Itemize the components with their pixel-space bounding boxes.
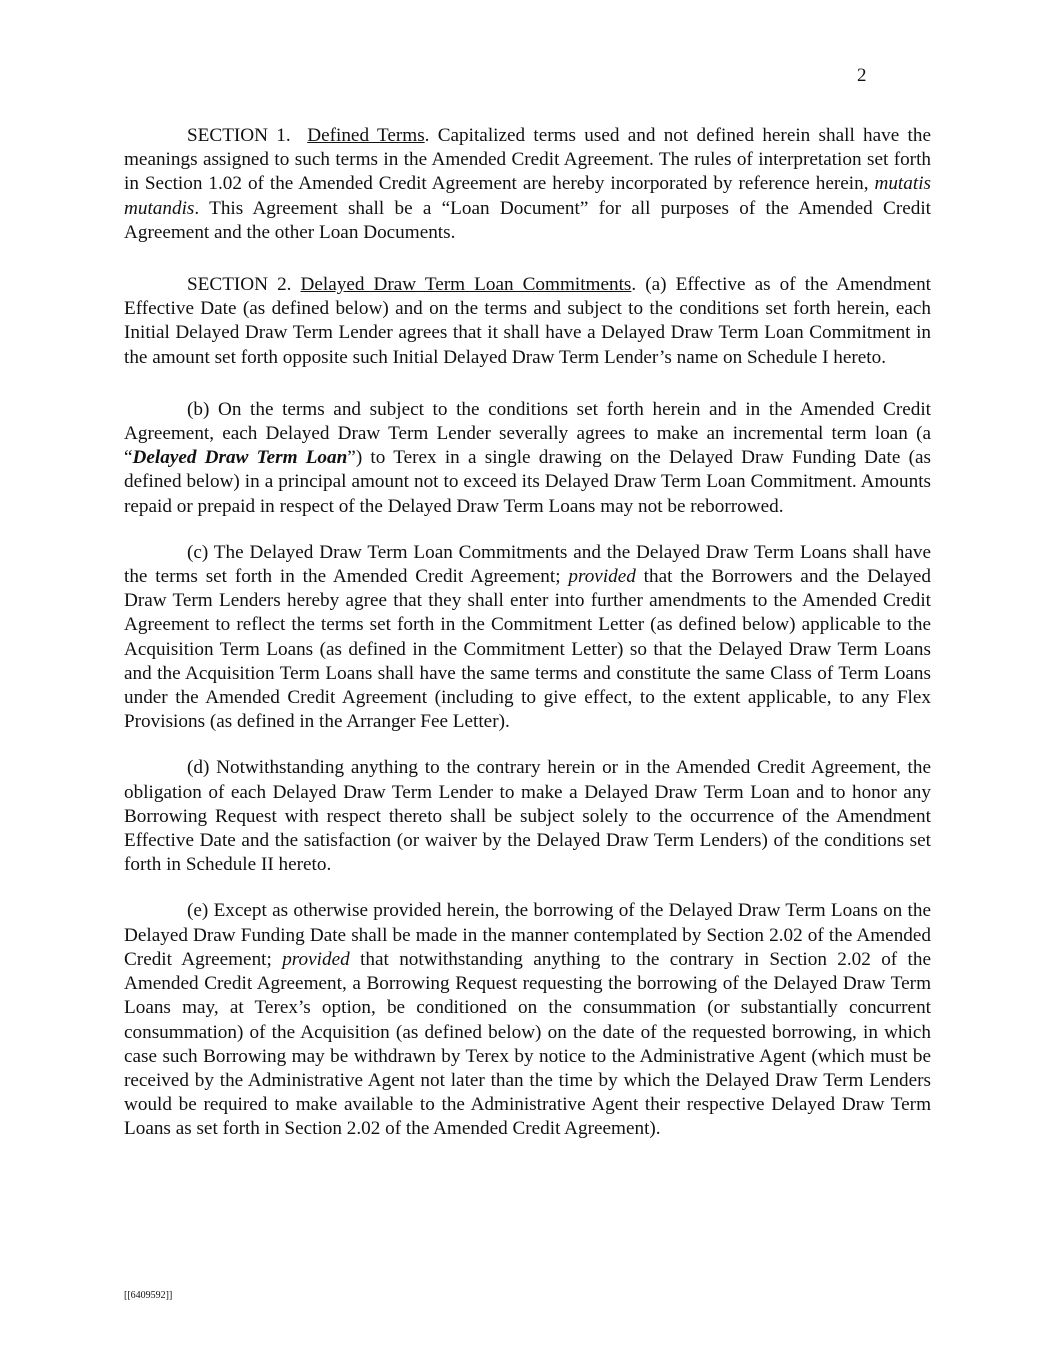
section-2-paragraph-d	[124, 756, 931, 877]
para-e-text-2: that notwithstanding anything to the contrary in Section 2.02 of the Amended Credit Agreement, a Borrowing Request requesting the borrowing of the Delayed Draw Term Loans may, at Terex’s option, be conditioned on the consummation (or substantially concurrent consummation) of the Acquisition (as defined below) on the date of the requested borrowing, in which case such Borrowing may be withdrawn by Terex by notice to the Administrative Agent (which must be received by the Administrative Agent not later than the time by which the Delayed Draw Term Lenders would be required to make available to the Administrative Agent their respective Delayed Draw Term Loans as set forth in Section 2.02 of the Amended Credit Agreement).	[124, 948, 931, 1140]
section-2-heading: SECTION 2.	[187, 274, 292, 296]
para-d-text: (d) Notwithstanding anything to the contrary herein or in the Amended Credit Agreement, the obligation of each Delayed Draw Term Lender to make a Delayed Draw Term Loan and to honor any Borrowing Request with respect thereto shall be subject solely to the occurrence of the Amendment Effective Date and the satisfaction (or waiver by the Delayed Draw Term Lenders) of the conditions set forth in Schedule II hereto.	[124, 757, 931, 876]
para-b-text-2: ”) to Terex in a single drawing on the Delayed Draw Funding Date (as defined below) in a principal amount not to exceed its Delayed Draw Term Loan Commitment. Amounts repaid or prepaid in respect of the Delayed Draw Term Loans may not be reborrowed.	[124, 447, 931, 517]
para-b-text-1: (b) On the terms and subject to the conditions set forth herein and in the Amended Credit Agreement, each Delayed Draw Term Lender severally agrees to make an incremental term loan (a “	[124, 398, 931, 469]
para-e-text-1: (e) Except as otherwise provided herein, the borrowing of the Delayed Draw Term Loans on the Delayed Draw Funding Date shall be made in the manner contemplated by Section 2.02 of the Amended Credit Agreement;	[124, 900, 931, 970]
section-2-paragraph-a	[124, 273, 931, 370]
section-1-paragraph	[124, 124, 931, 245]
section-1-heading: SECTION 1.	[187, 125, 291, 146]
defined-term-delayed-draw-term-loan: Delayed Draw Term Loan	[132, 447, 348, 469]
para-c-text-1: (c) The Delayed Draw Term Loan Commitments and the Delayed Draw Term Loans shall have the terms set forth in the Amended Credit Agreement;	[124, 541, 931, 588]
para-c-text-2: that the Borrowers and the Delayed Draw Term Lenders hereby agree that they shall enter into further amendments to the Amended Credit Agreement to reflect the terms set forth in the Commitment Letter (as defined below) applicable to the Acquisition Term Loans (as defined in the Commitment Letter) so that the Delayed Draw Term Loans and the Acquisition Term Loans shall have the same terms and constitute the same Class of Term Loans under the Amended Credit Agreement (including to give effect, to the extent applicable, to any Flex Provisions (as defined in the Arranger Fee Letter).	[124, 566, 931, 733]
section-2-paragraph-c	[124, 541, 931, 735]
footer-document-id: [[6409592]]	[124, 1290, 173, 1301]
page-number: 2	[857, 65, 867, 86]
section-1-text-a: . Capitalized terms used and not defined herein shall have the meanings assigned to such terms in the Amended Credit Agreement. The rules of interpretation set forth in Section 1.02 of the Amended Credit Agreement are hereby incorporated by reference herein,	[124, 125, 931, 195]
section-1-text-b: . This Agreement shall be a “Loan Document” for all purposes of the Amended Credit Agreement and the other Loan Documents.	[124, 197, 931, 243]
para-c-provided: provided	[568, 566, 636, 588]
section-2-paragraph-e	[124, 899, 931, 1141]
section-2-text-a: . (a) Effective as of the Amendment Effective Date (as defined below) and on the terms and subject to the conditions set forth herein, each Initial Delayed Draw Term Lender agrees that it shall have a Delayed Draw Term Loan Commitment in the amount set forth opposite such Initial Delayed Draw Term Lender’s name on Schedule I hereto.	[124, 274, 932, 368]
section-2-paragraph-b	[124, 398, 931, 519]
para-e-provided: provided	[282, 948, 350, 970]
section-1-title: Defined Terms	[307, 125, 425, 146]
section-1-italic-phrase: mutatis mutandis	[124, 173, 931, 219]
section-2-title: Delayed Draw Term Loan Commitments	[300, 274, 632, 296]
document-body	[124, 124, 931, 1142]
